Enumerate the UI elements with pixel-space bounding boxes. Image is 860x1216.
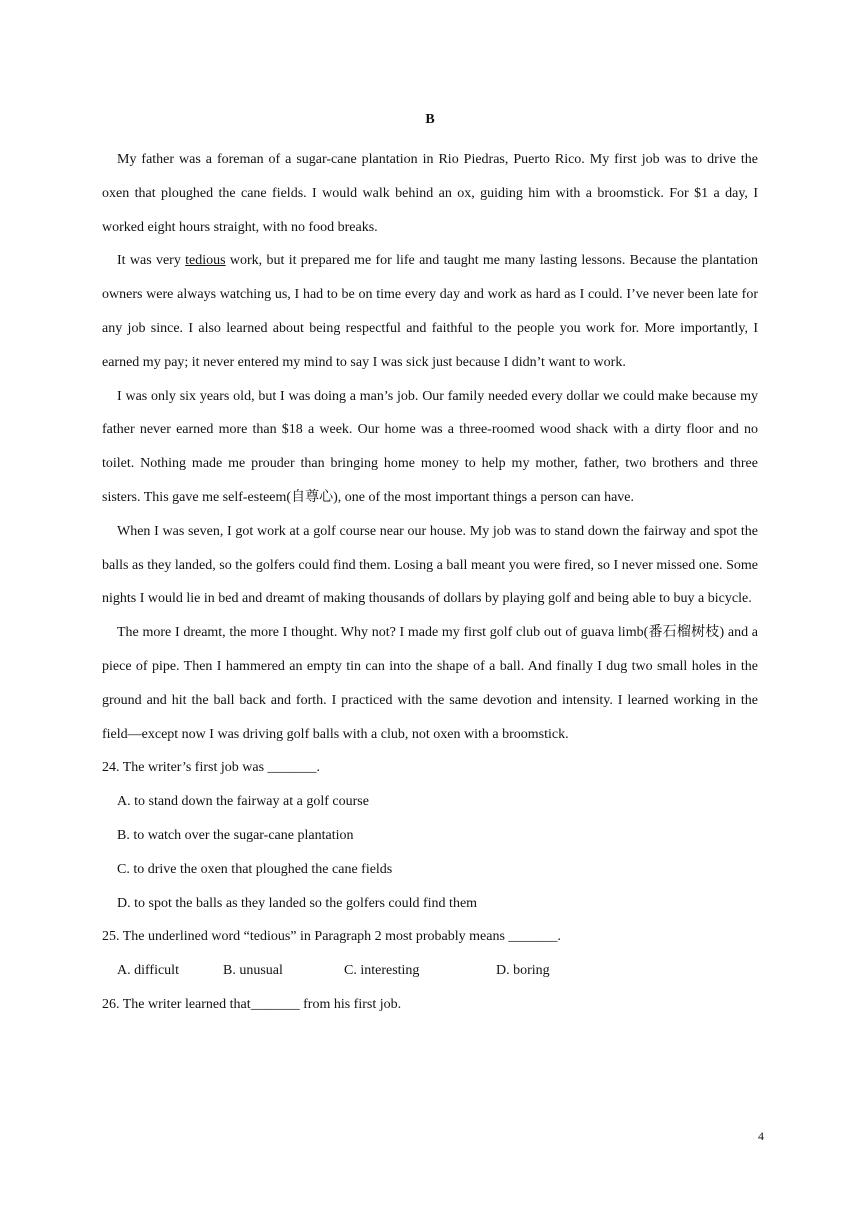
question-25-options xyxy=(102,954,758,988)
question-25-option-a: A. difficult xyxy=(117,963,179,979)
question-24-option-a: A. to stand down the fairway at a golf course xyxy=(117,794,369,810)
paragraph-5: The more I dreamt, the more I thought. Why not? I made my first golf club out of guava limb(番石榴树枝) and a piece of pipe. Then I hammered an empty tin can into the shape of a ball. And finally I dug two small holes in the ground and hit the ball back and forth. I practiced with the same devotion and intensity. I learned working in the field—except now I was driving golf balls with a club, not oxen with a broomstick. xyxy=(102,625,758,742)
question-25-option-c: C. interesting xyxy=(344,963,420,979)
paragraph-4: When I was seven, I got work at a golf course near our house. My job was to stand down the fairway and spot the balls as they landed, so the golfers could find them. Losing a ball meant you were fired, so I never missed one. Some nights I would lie in bed and dreamt of making thousands of dollars by playing golf and being able to buy a bicycle. xyxy=(102,523,758,607)
underlined-word-tedious: tedious xyxy=(185,253,226,269)
reading-passage xyxy=(102,143,758,1022)
paragraph-2 xyxy=(102,244,758,379)
paragraph-2-rest: work, but it prepared me for life and taught me many lasting lessons. Because the plantation owners were always watching us, I had to be on time every day and work as hard as I could. I’ve never been late for any job since. I also learned about being respectful and faithful to the people you work for. More importantly, I earned my pay; it never entered my mind to say I was sick just because I didn’t want to work. xyxy=(102,253,758,370)
question-24-option-b: B. to watch over the sugar-cane plantation xyxy=(117,827,354,843)
page-number: 4 xyxy=(758,1129,764,1143)
question-24-option-c: C. to drive the oxen that ploughed the cane fields xyxy=(117,861,393,877)
question-24-option-d: D. to spot the balls as they landed so the golfers could find them xyxy=(117,895,478,911)
question-25-option-b: B. unusual xyxy=(223,963,283,979)
question-24-stem: 24. The writer’s first job was _______. xyxy=(102,760,321,776)
question-25-stem: 25. The underlined word “tedious” in Paragraph 2 most probably means _______. xyxy=(102,929,561,945)
paragraph-2-start: It was very xyxy=(117,253,186,269)
paragraph-1: My father was a foreman of a sugar-cane plantation in Rio Piedras, Puerto Rico. My first job was to drive the oxen that ploughed the cane fields. I would walk behind an ox, guiding him with a broomstick. For $1 a day, I worked eight hours straight, with no food breaks. xyxy=(102,152,758,235)
section-heading: B xyxy=(425,112,435,127)
paragraph-3: I was only six years old, but I was doing a man’s job. Our family needed every dollar we could make because my father never earned more than $18 a week. Our home was a three-roomed wood shack with a dirty floor and no toilet. Nothing made me prouder than bringing home money to help my mother, father, two brothers and three sisters. This gave me self-esteem(自尊心), one of the most important things a person can have. xyxy=(102,388,758,505)
question-25-option-d: D. boring xyxy=(496,963,550,979)
question-26-stem: 26. The writer learned that_______ from his first job. xyxy=(102,996,402,1012)
